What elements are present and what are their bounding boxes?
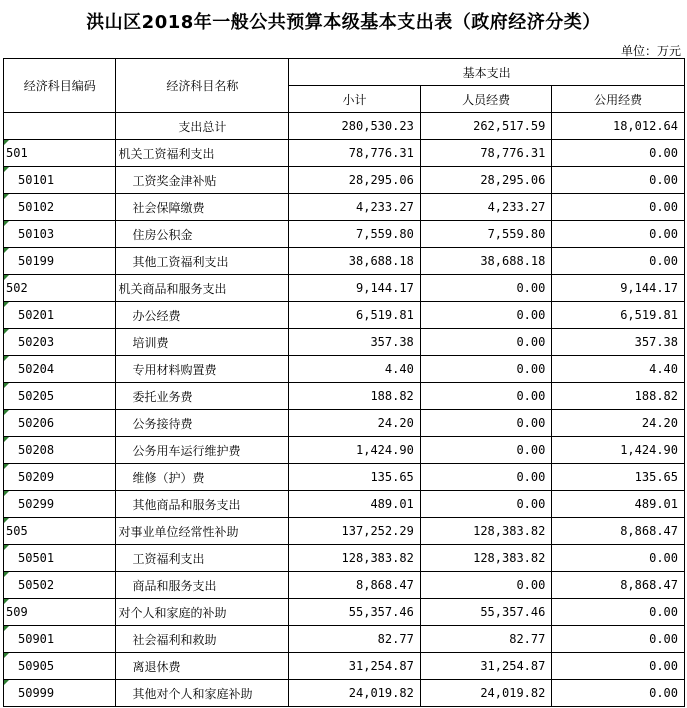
row-public: 9,144.17 xyxy=(552,275,685,302)
total-personnel: 262,517.59 xyxy=(420,113,552,140)
row-code: 50203 xyxy=(4,329,116,356)
row-code: 501 xyxy=(4,140,116,167)
table-row xyxy=(4,140,685,167)
row-public: 135.65 xyxy=(552,464,685,491)
row-public: 8,868.47 xyxy=(552,518,685,545)
row-public: 4.40 xyxy=(552,356,685,383)
header-code: 经济科目编码 xyxy=(4,59,116,113)
row-name: 商品和服务支出 xyxy=(116,572,289,599)
row-name: 工资奖金津补贴 xyxy=(116,167,289,194)
row-code: 50206 xyxy=(4,410,116,437)
row-code: 50208 xyxy=(4,437,116,464)
header-subtotal: 小计 xyxy=(289,86,421,113)
row-subtotal: 24.20 xyxy=(289,410,421,437)
row-name: 委托业务费 xyxy=(116,383,289,410)
row-name: 培训费 xyxy=(116,329,289,356)
total-subtotal: 280,530.23 xyxy=(289,113,421,140)
row-name: 公务接待费 xyxy=(116,410,289,437)
row-name: 住房公积金 xyxy=(116,221,289,248)
row-personnel: 0.00 xyxy=(420,329,552,356)
row-subtotal: 38,688.18 xyxy=(289,248,421,275)
table-row xyxy=(4,410,685,437)
row-public: 0.00 xyxy=(552,626,685,653)
header-name: 经济科目名称 xyxy=(116,59,289,113)
table-row xyxy=(4,680,685,707)
row-subtotal: 6,519.81 xyxy=(289,302,421,329)
table-row xyxy=(4,653,685,680)
row-personnel: 128,383.82 xyxy=(420,545,552,572)
row-personnel: 0.00 xyxy=(420,410,552,437)
unit-label: 单位：万元 xyxy=(620,44,681,58)
row-public: 357.38 xyxy=(552,329,685,356)
row-subtotal: 55,357.46 xyxy=(289,599,421,626)
row-subtotal: 357.38 xyxy=(289,329,421,356)
row-name: 社会福利和救助 xyxy=(116,626,289,653)
row-public: 489.01 xyxy=(552,491,685,518)
table-row xyxy=(4,626,685,653)
table-row xyxy=(4,194,685,221)
row-code: 50102 xyxy=(4,194,116,221)
table-row xyxy=(4,599,685,626)
row-code: 509 xyxy=(4,599,116,626)
header-row-1 xyxy=(4,59,685,86)
row-name: 办公经费 xyxy=(116,302,289,329)
table-row xyxy=(4,572,685,599)
row-personnel: 0.00 xyxy=(420,491,552,518)
row-personnel: 38,688.18 xyxy=(420,248,552,275)
row-personnel: 0.00 xyxy=(420,302,552,329)
row-name: 机关商品和服务支出 xyxy=(116,275,289,302)
row-code: 50905 xyxy=(4,653,116,680)
table-row xyxy=(4,383,685,410)
row-subtotal: 82.77 xyxy=(289,626,421,653)
total-name: 支出总计 xyxy=(116,113,289,140)
row-code: 50901 xyxy=(4,626,116,653)
row-name: 其他工资福利支出 xyxy=(116,248,289,275)
table-row xyxy=(4,437,685,464)
row-name: 对事业单位经常性补助 xyxy=(116,518,289,545)
table-row xyxy=(4,275,685,302)
table-row xyxy=(4,248,685,275)
header-basic: 基本支出 xyxy=(289,59,685,86)
row-public: 0.00 xyxy=(552,599,685,626)
row-personnel: 0.00 xyxy=(420,356,552,383)
row-code: 50103 xyxy=(4,221,116,248)
row-public: 0.00 xyxy=(552,140,685,167)
row-public: 0.00 xyxy=(552,545,685,572)
row-name: 其他对个人和家庭补助 xyxy=(116,680,289,707)
row-personnel: 82.77 xyxy=(420,626,552,653)
row-personnel: 7,559.80 xyxy=(420,221,552,248)
row-name: 专用材料购置费 xyxy=(116,356,289,383)
row-personnel: 4,233.27 xyxy=(420,194,552,221)
row-subtotal: 8,868.47 xyxy=(289,572,421,599)
total-row xyxy=(4,113,685,140)
row-public: 0.00 xyxy=(552,194,685,221)
row-personnel: 31,254.87 xyxy=(420,653,552,680)
row-code: 50502 xyxy=(4,572,116,599)
row-subtotal: 31,254.87 xyxy=(289,653,421,680)
row-code: 50204 xyxy=(4,356,116,383)
table-row xyxy=(4,167,685,194)
table-row xyxy=(4,464,685,491)
row-name: 机关工资福利支出 xyxy=(116,140,289,167)
row-subtotal: 9,144.17 xyxy=(289,275,421,302)
row-personnel: 0.00 xyxy=(420,275,552,302)
row-code: 50999 xyxy=(4,680,116,707)
row-code: 50299 xyxy=(4,491,116,518)
table-row xyxy=(4,221,685,248)
row-personnel: 55,357.46 xyxy=(420,599,552,626)
page-title: 洪山区2018年一般公共预算本级基本支出表（政府经济分类） xyxy=(86,12,601,33)
row-subtotal: 78,776.31 xyxy=(289,140,421,167)
header-personnel: 人员经费 xyxy=(420,86,552,113)
total-code-cell xyxy=(4,113,116,140)
row-code: 50501 xyxy=(4,545,116,572)
row-code: 502 xyxy=(4,275,116,302)
table-row xyxy=(4,545,685,572)
row-public: 188.82 xyxy=(552,383,685,410)
row-name: 其他商品和服务支出 xyxy=(116,491,289,518)
row-subtotal: 188.82 xyxy=(289,383,421,410)
row-subtotal: 4,233.27 xyxy=(289,194,421,221)
table-row xyxy=(4,356,685,383)
row-personnel: 28,295.06 xyxy=(420,167,552,194)
row-public: 8,868.47 xyxy=(552,572,685,599)
row-code: 50199 xyxy=(4,248,116,275)
row-subtotal: 137,252.29 xyxy=(289,518,421,545)
table-row xyxy=(4,518,685,545)
table-row xyxy=(4,329,685,356)
row-public: 24.20 xyxy=(552,410,685,437)
row-name: 工资福利支出 xyxy=(116,545,289,572)
row-code: 50209 xyxy=(4,464,116,491)
row-subtotal: 128,383.82 xyxy=(289,545,421,572)
row-public: 1,424.90 xyxy=(552,437,685,464)
row-code: 50205 xyxy=(4,383,116,410)
row-subtotal: 1,424.90 xyxy=(289,437,421,464)
row-name: 社会保障缴费 xyxy=(116,194,289,221)
row-subtotal: 4.40 xyxy=(289,356,421,383)
table-row xyxy=(4,491,685,518)
row-personnel: 0.00 xyxy=(420,464,552,491)
row-name: 维修（护）费 xyxy=(116,464,289,491)
row-code: 50101 xyxy=(4,167,116,194)
row-public: 0.00 xyxy=(552,653,685,680)
row-subtotal: 489.01 xyxy=(289,491,421,518)
row-name: 公务用车运行维护费 xyxy=(116,437,289,464)
row-subtotal: 28,295.06 xyxy=(289,167,421,194)
row-personnel: 78,776.31 xyxy=(420,140,552,167)
row-public: 0.00 xyxy=(552,221,685,248)
table-row xyxy=(4,302,685,329)
row-code: 50201 xyxy=(4,302,116,329)
row-personnel: 0.00 xyxy=(420,383,552,410)
row-personnel: 0.00 xyxy=(420,437,552,464)
row-personnel: 24,019.82 xyxy=(420,680,552,707)
row-name: 对个人和家庭的补助 xyxy=(116,599,289,626)
row-code: 505 xyxy=(4,518,116,545)
row-personnel: 0.00 xyxy=(420,572,552,599)
row-subtotal: 135.65 xyxy=(289,464,421,491)
row-public: 6,519.81 xyxy=(552,302,685,329)
row-subtotal: 7,559.80 xyxy=(289,221,421,248)
row-personnel: 128,383.82 xyxy=(420,518,552,545)
total-public: 18,012.64 xyxy=(552,113,685,140)
header-public: 公用经费 xyxy=(552,86,685,113)
row-public: 0.00 xyxy=(552,248,685,275)
row-public: 0.00 xyxy=(552,167,685,194)
row-public: 0.00 xyxy=(552,680,685,707)
row-name: 离退休费 xyxy=(116,653,289,680)
expenditure-table xyxy=(3,58,685,707)
row-subtotal: 24,019.82 xyxy=(289,680,421,707)
